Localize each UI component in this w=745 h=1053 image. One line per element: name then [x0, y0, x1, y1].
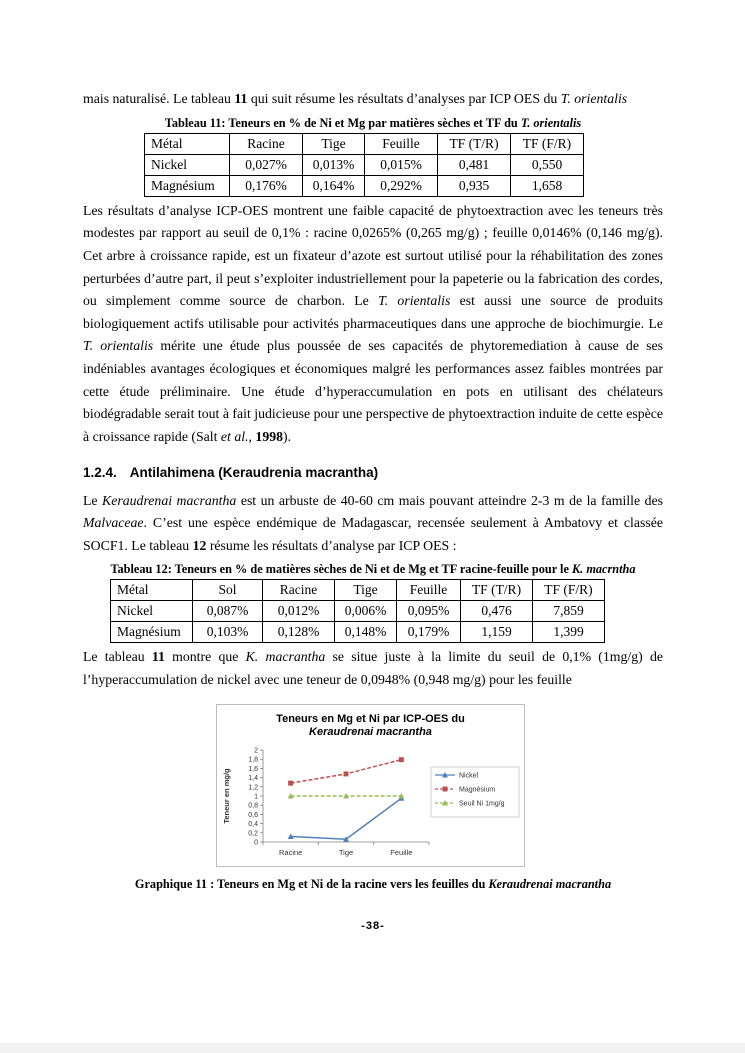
table11-caption: Tableau 11: Teneurs en % de Ni et Mg par matières sèches et TF du T. orientalis	[164, 115, 582, 130]
section-heading	[83, 465, 663, 480]
table-cell: 0,176%	[230, 175, 303, 196]
column-header: TF (F/R)	[511, 133, 584, 154]
table-cell: Nickel	[145, 154, 230, 175]
svg-text:Nickel: Nickel	[458, 772, 478, 780]
svg-text:1,4: 1,4	[247, 775, 258, 783]
svg-text:Racine: Racine	[278, 848, 302, 858]
svg-text:0: 0	[253, 839, 258, 847]
section-number: 1.2.4.	[83, 464, 117, 480]
table-cell: 0,476	[461, 601, 533, 622]
svg-text:Feuille: Feuille	[389, 848, 412, 858]
table-cell: 0,292%	[365, 175, 438, 196]
column-header: Tige	[335, 580, 397, 601]
table-header-row	[111, 580, 605, 601]
table-row	[145, 154, 584, 175]
column-header: Racine	[263, 580, 335, 601]
column-header: Métal	[111, 580, 193, 601]
column-header: Tige	[303, 133, 365, 154]
table-cell: 0,935	[438, 175, 511, 196]
column-header: Sol	[193, 580, 263, 601]
svg-text:0,6: 0,6	[247, 812, 258, 820]
table-row	[145, 175, 584, 196]
svg-text:1,8: 1,8	[247, 756, 258, 764]
svg-text:1: 1	[253, 793, 258, 801]
column-header: Métal	[145, 133, 230, 154]
table-cell: Nickel	[111, 601, 193, 622]
line-chart	[221, 742, 521, 864]
table-cell: 1,658	[511, 175, 584, 196]
table-cell: 7,859	[533, 601, 605, 622]
table-cell: 0,013%	[303, 154, 365, 175]
table12-caption: Tableau 12: Teneurs en % de matières sèches de Ni et de Mg et TF racine-feuille pour le K. macrntha	[110, 562, 636, 577]
chart-figure	[216, 704, 525, 868]
horizontal-scrollbar[interactable]	[0, 1043, 745, 1053]
scrollbar-thumb[interactable]	[342, 1044, 402, 1052]
section-title: Antilahimena (Keraudrenia macrantha)	[129, 464, 379, 480]
table-cell: Magnésium	[111, 622, 193, 643]
table-row	[111, 601, 605, 622]
paragraph-keraudrenia: Le Keraudrenai macrantha est un arbuste de 40-60 cm mais pouvant atteindre 2-3 m de la famille des Malvaceae. C’est une espèce endémique de Madagascar, recensée seulement à Ambatovy et classée SOCF1. Le tableau 12 résume les résultats d’analyse par ICP OES :	[83, 492, 663, 553]
svg-text:1,6: 1,6	[247, 766, 258, 774]
svg-text:0,2: 0,2	[247, 830, 258, 838]
svg-text:Magnésium: Magnésium	[458, 786, 495, 794]
svg-text:0,8: 0,8	[247, 802, 258, 810]
table-11	[144, 133, 584, 197]
table-cell: 1,399	[533, 622, 605, 643]
table-cell: 0,550	[511, 154, 584, 175]
table-cell: 1,159	[461, 622, 533, 643]
table-cell: 0,179%	[397, 622, 461, 643]
column-header: TF (T/R)	[438, 133, 511, 154]
svg-text:Teneur en mg/g: Teneur en mg/g	[221, 768, 231, 824]
table-cell: 0,148%	[335, 622, 397, 643]
paragraph-intro: mais naturalisé. Le tableau 11 qui suit résume les résultats d’analyses par ICP OES du T. orientalis	[83, 91, 628, 106]
svg-text:Tige: Tige	[338, 848, 353, 858]
svg-text:Seuil Ni 1mg/g: Seuil Ni 1mg/g	[458, 800, 505, 808]
table-12	[110, 579, 605, 643]
table-header-row	[145, 133, 584, 154]
svg-text:1,2: 1,2	[247, 784, 258, 792]
table-cell: 0,012%	[263, 601, 335, 622]
column-header: Racine	[230, 133, 303, 154]
chart-title: Teneurs en Mg et Ni par ICP-OES du Keraudrenai macrantha	[276, 712, 465, 739]
page-number: -38-	[361, 920, 385, 933]
column-header: Feuille	[397, 580, 461, 601]
table-cell: 0,164%	[303, 175, 365, 196]
table-cell: 0,087%	[193, 601, 263, 622]
table-cell: 0,481	[438, 154, 511, 175]
table-cell: 0,128%	[263, 622, 335, 643]
svg-text:0,4: 0,4	[247, 821, 258, 829]
table-cell: 0,015%	[365, 154, 438, 175]
column-header: TF (F/R)	[533, 580, 605, 601]
figure-caption: Graphique 11 : Teneurs en Mg et Ni de la racine vers les feuilles du Keraudrenai macrantha	[134, 877, 612, 892]
table-cell: 0,027%	[230, 154, 303, 175]
svg-text:2: 2	[253, 747, 258, 755]
table-cell: 0,103%	[193, 622, 263, 643]
table-row	[111, 622, 605, 643]
table-cell: Magnésium	[145, 175, 230, 196]
table-cell: 0,006%	[335, 601, 397, 622]
column-header: Feuille	[365, 133, 438, 154]
table-cell: 0,095%	[397, 601, 461, 622]
column-header: TF (T/R)	[461, 580, 533, 601]
paragraph-tableau11: Le tableau 11 montre que K. macrantha se situe juste à la limite du seuil de 0,1% (1mg/g) de l’hyperaccumulation de nickel avec une teneur de 0,0948% (0,948 mg/g) pour les feuille	[83, 649, 664, 687]
paragraph-results: Les résultats d’analyse ICP-OES montrent une faible capacité de phytoextraction avec les teneurs très modestes par rapport au seuil de 0,1% : racine 0,0265% (0,265 mg/g) ; feuille 0,0146% (0,146 mg/g). Cet arbre à croissance rapide, est un fixateur d’azote est surtout utilisé pour la réhabilitation des zones perturbées d’autre part, il peut s’exploiter industriellement pour la papeterie ou la fabrication des cordes, ou simplement comme source de charbon. Le T. orientalis est aussi une source de produits biologiquement actifs utilisable pour activités pharmaceutiques dans une approche de biochimurgie. Le T. orientalis mérite une étude plus poussée de ses capacités de phytoremediation à cause de ses indéniables avantages écologiques et économiques malgré les performances assez faibles montrées par cette étude préliminaire. Une étude d’hyperaccumulation en pots en utilisant des chélateurs biodégradable serait tout à fait judicieuse pour une perspective de phytoextraction induite de cette espèce à croissance rapide (Salt et al., 1998).	[83, 202, 664, 444]
